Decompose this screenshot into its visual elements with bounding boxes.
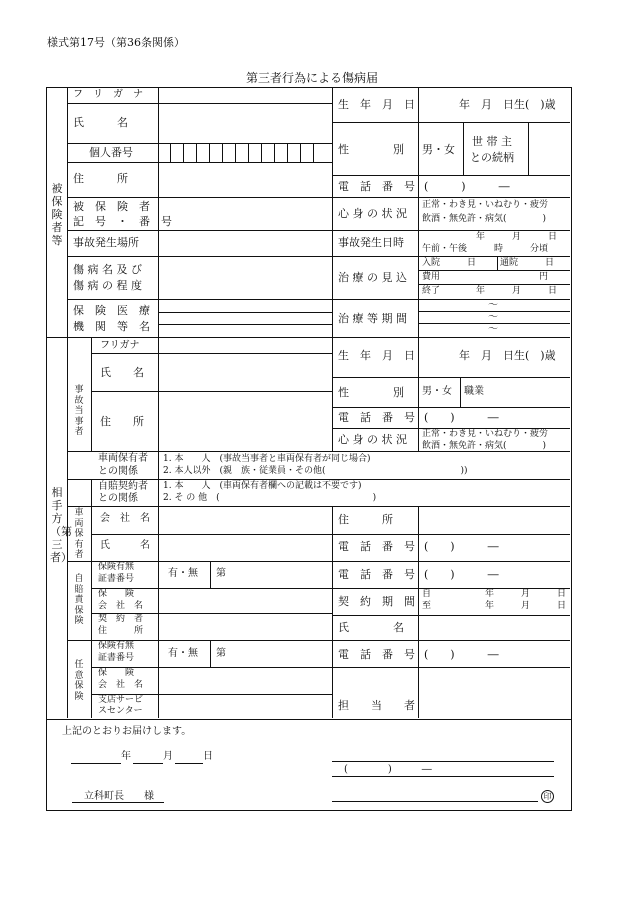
label-nini: 任意保険	[74, 660, 84, 702]
label-period: 治 療 等 期 間	[338, 312, 407, 325]
other-tel-value: ( ) ―	[424, 411, 499, 424]
label-other-name: 氏 名	[100, 366, 144, 379]
tilde-3: ～	[488, 324, 498, 335]
label-relation-1: 世 帯 主	[472, 135, 512, 148]
label-contractor-name: 氏 名	[338, 621, 404, 634]
form-number: 様式第17号（第36条関係）	[47, 36, 185, 49]
label-other-tel: 電 話 番 号	[338, 411, 415, 424]
vo-rel-option-2: 2. 本人以外 (親 族・従業員・その他( ))	[163, 466, 468, 476]
label-ins-rel-2: との関係	[98, 493, 138, 504]
label-owner-name: 氏 名	[100, 540, 150, 551]
label-nini-company-1: 保 険	[98, 668, 135, 678]
mental-options-2: 飲酒・無免許・病気( )	[422, 214, 547, 224]
label-contractor-2: 住 所	[98, 626, 144, 636]
notice-text: 上記のとおりお届けします。	[62, 726, 192, 737]
label-staff: 担 当 者	[338, 699, 415, 712]
label-nini-cert-2: 証書番号	[98, 653, 135, 663]
label-birth: 生 年 月 日	[338, 98, 415, 111]
label-other-birth: 生 年 月 日	[338, 349, 415, 362]
form-title: 第三者行為による傷病届	[246, 71, 379, 85]
date-month-label: 月	[163, 751, 173, 762]
label-ins-no-2: 記 号 ・ 番 号	[73, 215, 172, 228]
vo-rel-option-1: 1. 本 人 (事故当事者と車両保有者が同じ場合)	[163, 454, 371, 464]
label-party: 事故当事者	[74, 385, 84, 437]
label-other-furigana: フリガナ	[100, 340, 140, 351]
contract-to: 至 年 月 日	[422, 601, 567, 611]
jibai-dai: 第	[216, 568, 226, 579]
nini-umu: 有・無	[168, 648, 198, 659]
label-ins-rel-1: 自賠契約者	[98, 481, 148, 492]
owner-tel-value: ( ) ―	[424, 540, 499, 553]
label-hospital-2: 機 関 等 名	[73, 320, 150, 333]
label-nini-cert-1: 保険有無	[98, 641, 135, 651]
label-jibai-cert-2: 証書番号	[98, 574, 135, 584]
label-contractor-1: 契 約 者	[98, 614, 144, 624]
tel-value: ( ) ―	[424, 180, 510, 193]
label-injury-2: 傷 病 の 程 度	[73, 279, 142, 292]
label-mental: 心 身 の 状 況	[338, 207, 407, 220]
tilde-1: ～	[488, 300, 498, 311]
nini-dai: 第	[216, 648, 226, 659]
label-nini-tel: 電 話 番 号	[338, 648, 415, 661]
label-place: 事故発生場所	[73, 236, 139, 249]
section-other-party: 相手方（第三者）	[50, 486, 72, 564]
label-owner-tel: 電 話 番 号	[338, 540, 415, 553]
label-name: 氏 名	[73, 116, 128, 129]
label-company: 会 社 名	[100, 513, 150, 524]
other-sex-value: 男・女	[422, 386, 452, 397]
date-line-2: 午前・午後 時 分頃	[422, 244, 549, 254]
other-mental-2: 飲酒・無免許・病気( )	[422, 441, 547, 451]
outlook-outpatient: 通院 日	[500, 258, 555, 268]
label-ins-no-1: 被 保 険 者	[73, 200, 150, 213]
label-date: 事故発生日時	[338, 236, 404, 249]
applicant-tel: ( ) ―	[344, 764, 432, 775]
label-injury-1: 傷 病 名 及 び	[73, 263, 142, 276]
contract-from: 自 年 月 日	[422, 589, 567, 599]
label-address: 住 所	[73, 172, 128, 185]
label-hospital-1: 保 険 医 療	[73, 304, 150, 317]
outlook-end: 終了 年 月 日	[422, 286, 558, 296]
seal-mark: 印	[541, 790, 554, 803]
jibai-tel-value: ( ) ―	[424, 568, 499, 581]
label-vehicle-owner: 車両保有者	[74, 508, 84, 560]
label-other-sex: 性 別	[338, 386, 404, 399]
other-birth-value: 年 月 日生( )歳	[459, 349, 556, 362]
nini-tel-value: ( ) ―	[424, 648, 499, 661]
label-nini-company-2: 会 社 名	[98, 680, 144, 690]
jibai-umu: 有・無	[168, 568, 198, 579]
label-jibai-cert-1: 保険有無	[98, 562, 135, 572]
section-insured: 被保険者等	[51, 182, 63, 247]
outlook-inpatient: 入院 日	[422, 258, 477, 268]
label-jibai-company-1: 保 険	[98, 589, 135, 599]
label-jibai-company-2: 会 社 名	[98, 601, 144, 611]
label-tel: 電 話 番 号	[338, 180, 415, 193]
label-jibai-tel: 電 話 番 号	[338, 568, 415, 581]
label-relation-2: との続柄	[470, 151, 514, 164]
label-personal-no: 個人番号	[89, 146, 133, 159]
label-vo-rel-2: との関係	[98, 466, 138, 477]
birth-value: 年 月 日生( )歳	[459, 98, 556, 111]
other-mental-1: 正常・わき見・いねむり・疲労	[422, 429, 549, 439]
label-outlook: 治 療 の 見 込	[338, 271, 407, 284]
date-line-1: 年 月 日	[476, 232, 558, 242]
label-other-address: 住 所	[100, 415, 144, 428]
label-jibai: 自賠責保険	[74, 574, 84, 626]
label-vo-rel-1: 車両保有者	[98, 453, 148, 464]
date-year-label: 年	[121, 751, 131, 762]
tilde-2: ～	[488, 312, 498, 323]
label-sex: 性 別	[338, 143, 404, 156]
label-branch-2: スセンター	[98, 706, 143, 716]
label-branch-1: 支店サービ	[98, 695, 144, 705]
sex-value: 男・女	[422, 143, 455, 156]
label-other-mental: 心 身 の 状 況	[338, 433, 407, 446]
ins-rel-option-1: 1. 本 人 (車両保有者欄への記載は不要です)	[163, 481, 362, 491]
addressee: 立科町長 様	[84, 791, 154, 802]
label-owner-address: 住 所	[338, 513, 393, 526]
outlook-cost: 費用 円	[422, 272, 549, 282]
mental-options-1: 正常・わき見・いねむり・疲労	[422, 200, 549, 210]
date-day-label: 日	[203, 751, 213, 762]
label-furigana: フ リ ガ ナ	[73, 89, 143, 100]
label-contract-period: 契 約 期 間	[338, 595, 415, 608]
ins-rel-option-2: 2. そ の 他 ( )	[163, 493, 377, 503]
label-job: 職業	[464, 386, 484, 397]
